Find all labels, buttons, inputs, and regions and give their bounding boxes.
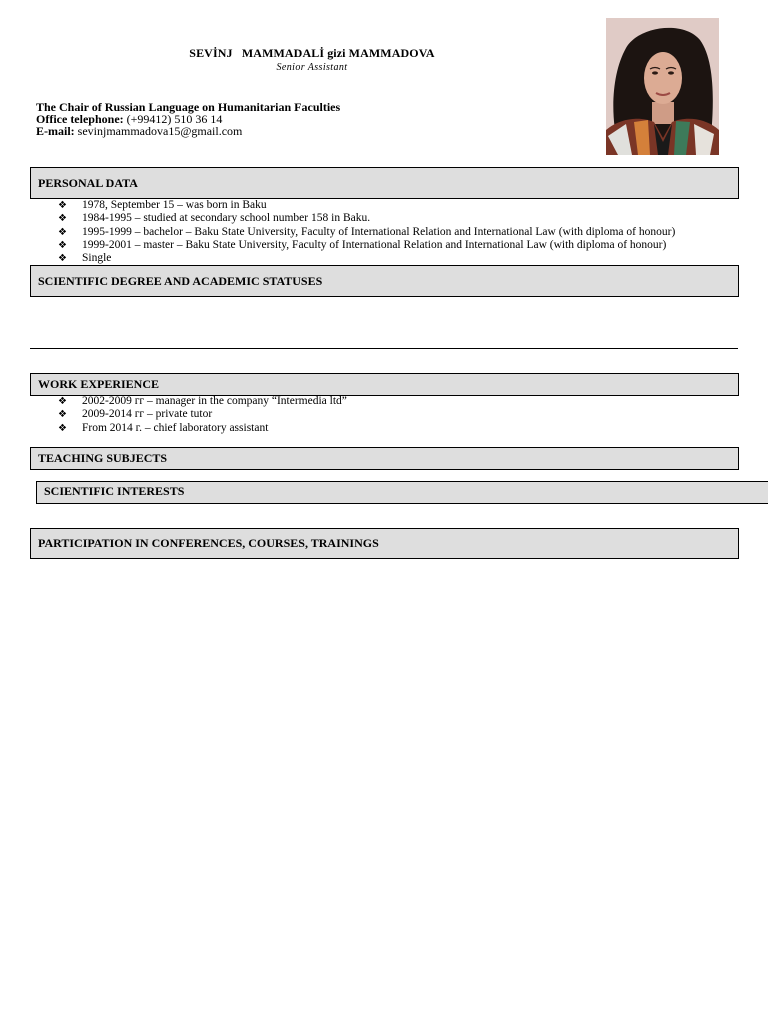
section-scientific-interests	[36, 481, 768, 504]
section-work-experience	[30, 373, 739, 396]
phone-label: Office telephone:	[36, 112, 124, 126]
bullet-icon: ❖	[58, 422, 67, 434]
list-item: ❖ 2002-2009 гг – manager in the company “Intermedia ltd”	[58, 395, 347, 407]
email	[36, 125, 242, 137]
bullet-icon: ❖	[58, 213, 67, 225]
section-title: PARTICIPATION IN CONFERENCES, COURSES, TRAININGS	[38, 536, 379, 550]
section-personal-data	[30, 167, 739, 199]
list-item: ❖ 1999-2001 – master – Baku State University, Faculty of International Relation and International Law (with diploma of honour)	[58, 238, 667, 251]
department: The Chair of Russian Language on Humanitarian Faculties	[36, 100, 341, 114]
section-title: TEACHING SUBJECTS	[38, 451, 168, 465]
section-teaching-subjects	[30, 447, 739, 470]
section-scientific-degree	[30, 265, 739, 297]
divider	[30, 348, 738, 349]
section-title: SCIENTIFIC INTERESTS	[44, 484, 185, 498]
list-item: ❖ 1984-1995 – studied at secondary school number 158 in Baku.	[58, 212, 371, 225]
section-title: SCIENTIFIC DEGREE AND ACADEMIC STATUSES	[38, 273, 323, 288]
bullet-icon: ❖	[58, 239, 67, 251]
list-item: ❖ From 2014 г. – chief laboratory assistant	[58, 421, 269, 434]
list-item: ❖ 1995-1999 – bachelor – Baku State University, Faculty of International Relation and International Law (with diploma of honour)	[58, 225, 676, 238]
email-label: E-mail:	[36, 124, 75, 138]
portrait-photo-icon	[606, 18, 719, 155]
list-item: ❖ Single	[58, 252, 112, 265]
bullet-icon: ❖	[58, 253, 67, 265]
list-item: ❖ 1978, September 15 – was born in Baku	[58, 199, 267, 211]
bullet-icon: ❖	[58, 226, 67, 238]
bullet-icon: ❖	[58, 409, 67, 421]
bullet-icon: ❖	[58, 396, 67, 407]
person-name: SEVİNJ MAMMADALİ gizi MAMMADOVA	[189, 46, 435, 60]
section-title: WORK EXPERIENCE	[38, 377, 160, 391]
list-item: ❖ 2009-2014 гг – private tutor	[58, 408, 213, 421]
person-position: Senior Assistant	[276, 62, 348, 73]
section-participation	[30, 528, 739, 559]
personal-data-list	[58, 199, 675, 265]
phone-value: (+99412) 510 36 14	[123, 112, 223, 126]
email-value: sevinjmammadova15@gmail.com	[74, 124, 243, 138]
section-title: PERSONAL DATA	[38, 175, 138, 190]
bullet-icon: ❖	[58, 200, 67, 211]
work-experience-list	[58, 395, 347, 435]
